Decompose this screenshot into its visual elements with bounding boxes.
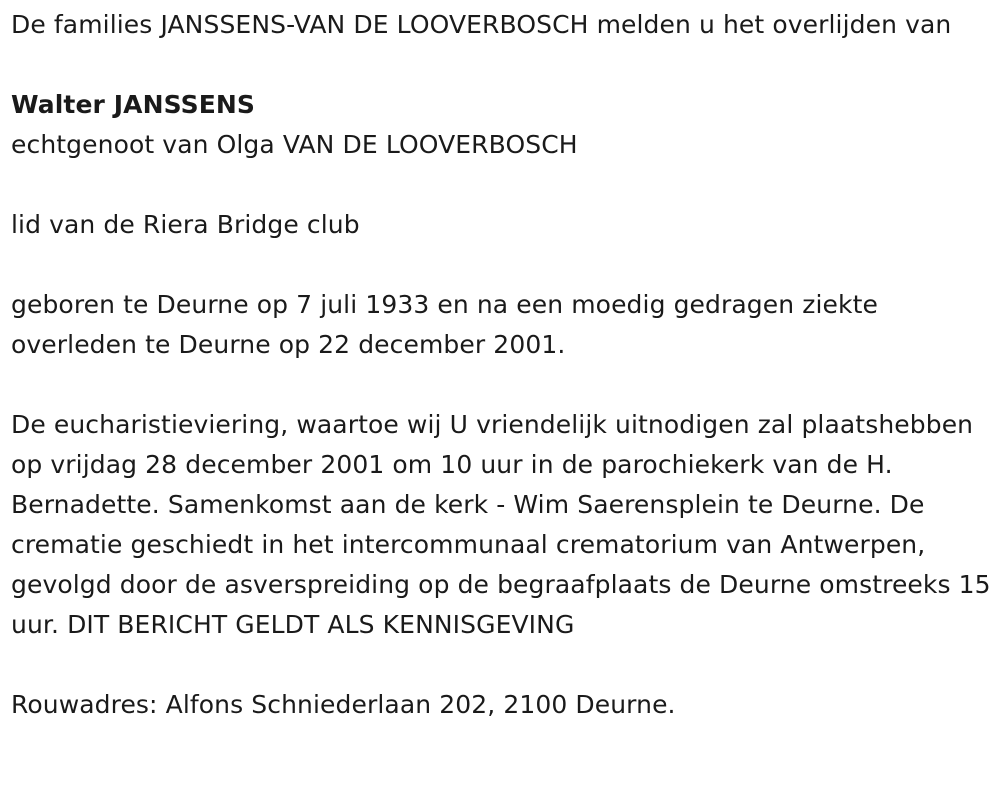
intro-text: De families JANSSENS-VAN DE LOOVERBOSCH melden u het overlijden van: [11, 10, 952, 39]
birth-death-text: geboren te Deurne op 7 juli 1933 en na een moedig gedragen ziekte overleden te Deurne op 22 december 2001.: [11, 290, 878, 359]
membership-text: lid van de Riera Bridge club: [11, 210, 360, 239]
spacer: [11, 645, 993, 685]
spacer: [11, 165, 993, 205]
spouse-text: echtgenoot van Olga VAN DE LOOVERBOSCH: [11, 130, 578, 159]
address-text: Rouwadres: Alfons Schniederlaan 202, 2100 Deurne.: [11, 690, 676, 719]
spacer: [11, 365, 993, 405]
ceremony-text: De eucharistieviering, waartoe wij U vriendelijk uitnodigen zal plaatshebben op vrijdag 28 december 2001 om 10 uur in de parochiekerk van de H. Bernadette. Samenkomst aan de kerk - Wim Saerensplein te Deurne. De crematie geschiedt in het intercommunaal crematorium van Antwerpen, gevolgd door de asverspreiding op de begraafplaats de Deurne omstreeks 15 uur. DIT BERICHT GELDT ALS KENNISGEVING: [11, 410, 991, 639]
spacer: [11, 45, 993, 85]
death-notice: [11, 5, 993, 725]
deceased-name: Walter JANSSENS: [11, 90, 256, 119]
spacer: [11, 245, 993, 285]
